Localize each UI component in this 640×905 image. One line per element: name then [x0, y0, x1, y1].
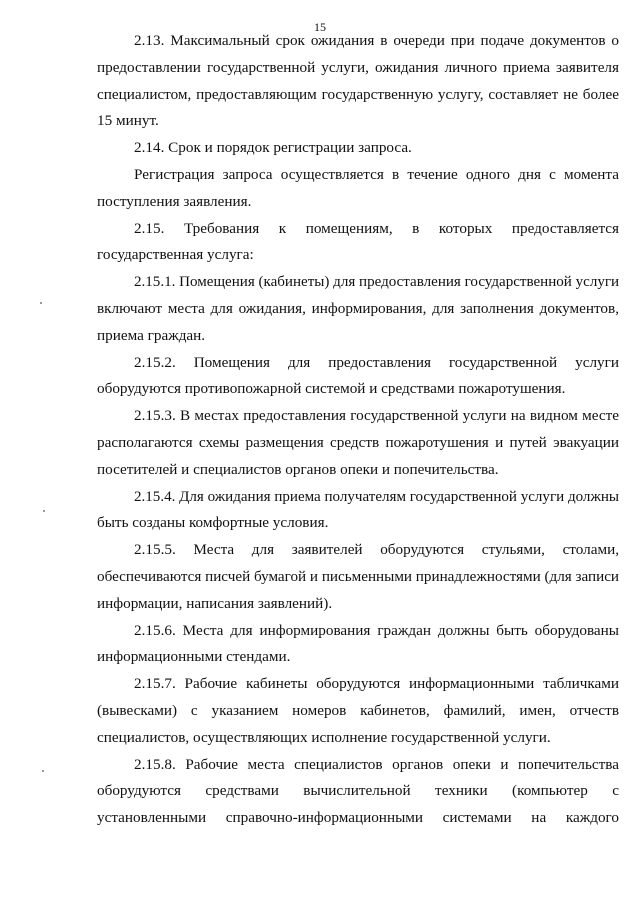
paragraph [97, 752, 619, 832]
text-line: включают места для ожидания, информирования, для заполнения документов, [97, 299, 619, 317]
paragraph [97, 484, 619, 538]
text-line: 2.15.3. В местах предоставления государственной услуги на видном месте [134, 407, 619, 425]
text-line: 2.15.7. Рабочие кабинеты оборудуются информационными табличками [134, 675, 619, 693]
text-line: 2.15.8. Рабочие места специалистов органов опеки и попечительства [134, 755, 619, 773]
paragraph [97, 28, 619, 135]
text-line: 2.15.5. Места для заявителей оборудуются стульями, столами, [134, 541, 619, 559]
text-line: обеспечиваются писчей бумагой и письменными принадлежностями (для записи [97, 567, 620, 585]
scan-speck [40, 302, 42, 304]
scan-speck [43, 510, 45, 512]
text-line: 2.13. Максимальный срок ожидания в очереди при подаче документов о [134, 32, 619, 49]
paragraph [97, 403, 619, 483]
text-line: информации, написания заявлений). [97, 594, 333, 612]
text-line: предоставлении государственной услуги, ожидания личного приема заявителя [97, 58, 619, 76]
scan-speck [42, 770, 44, 772]
text-line: 2.15.4. Для ожидания приема получателям государственной услуги должны [134, 488, 619, 505]
paragraph [97, 618, 619, 672]
text-line: Регистрация запроса осуществляется в течение одного дня с момента [134, 165, 619, 183]
paragraph [97, 269, 619, 349]
text-line: (вывесками) с указанием номеров кабинетов, фамилий, имен, отчеств [97, 701, 619, 719]
text-line: быть созданы комфортные условия. [97, 514, 329, 532]
text-line: 2.15. Требования к помещениям, в которых предоставляется [134, 219, 619, 237]
text-line: 2.15.2. Помещения для предоставления государственной услуги [134, 353, 619, 371]
paragraph [97, 162, 619, 216]
text-line: государственная услуга: [97, 246, 254, 264]
paragraph [97, 537, 619, 617]
text-line: поступления заявления. [97, 192, 252, 210]
text-line: располагаются схемы размещения средств пожаротушения и путей эвакуации [97, 433, 619, 451]
paragraph [97, 135, 619, 162]
text-line: установленными справочно-информационными системами на каждого [97, 809, 619, 827]
text-line: 2.15.1. Помещения (кабинеты) для предоставления государственной услуги [134, 274, 620, 291]
paragraph [97, 350, 619, 404]
text-line: оборудуются средствами вычислительной техники (компьютер с [97, 782, 619, 800]
text-line: оборудуются противопожарной системой и средствами пожаротушения. [97, 380, 566, 398]
text-line: 15 минут. [97, 112, 159, 130]
text-line: специалистом, предоставляющим государственную услугу, составляет не более [97, 85, 619, 103]
document-body [97, 28, 619, 832]
paragraph [97, 671, 619, 751]
page-number: 15 [314, 20, 326, 34]
text-line: приема граждан. [97, 326, 206, 344]
text-line: посетителей и специалистов органов опеки и попечительства. [97, 460, 499, 478]
text-line: информационными стендами. [97, 648, 291, 666]
text-line: 2.14. Срок и порядок регистрации запроса. [134, 139, 412, 157]
text-line: специалистов, осуществляющих исполнение государственной услуги. [97, 728, 551, 746]
paragraph [97, 216, 619, 270]
text-line: 2.15.6. Места для информирования граждан должны быть оборудованы [134, 621, 619, 639]
